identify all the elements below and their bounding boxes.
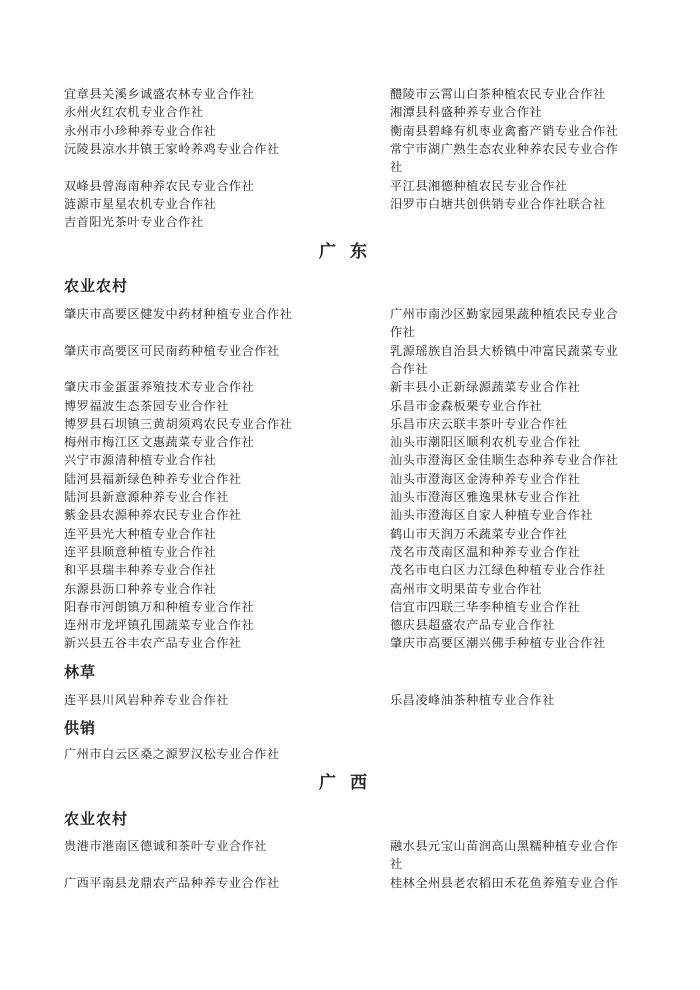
guangdong-agri-coop-left-line: 兴宁市源清种植专业合作社 bbox=[64, 453, 217, 468]
guangdong-agri-coop-right-line: 德庆县超盛农产品专业合作社 bbox=[390, 618, 555, 633]
guangdong-agri-coop-right-line: 肇庆市高要区潮兴佛手种植专业合作社 bbox=[390, 636, 606, 651]
guangxi-agri-coop-right-line: 桂林全州县老农稻田禾花鱼养殖专业合作 bbox=[390, 875, 619, 890]
hunan-coop-left-line: 永州火红农机专业合作社 bbox=[64, 105, 204, 120]
guangdong-agri-coop-right-line: 作社 bbox=[390, 325, 416, 340]
hunan-coop-right-line: 汨罗市白塘共创供销专业合作社联合社 bbox=[390, 196, 606, 211]
guangdong-agri-coop-right-line: 乐昌市金森板栗专业合作社 bbox=[390, 398, 543, 413]
hunan-coop-left-line: 宜章县关溪乡诚盛农林专业合作社 bbox=[64, 87, 255, 101]
hunan-coop-left-line: 双峰县曾海南种养农民专业合作社 bbox=[64, 178, 255, 193]
guangdong-agri-coop-right-line: 汕头市澄海区金涛种养专业合作社 bbox=[390, 471, 581, 486]
guangdong-agri-coop-right-line: 汕头市澄海区自家人种植专业合作社 bbox=[390, 508, 593, 523]
guangdong-agri-coop-left-line: 连平县光大种植专业合作社 bbox=[64, 526, 217, 541]
guangdong-agri-coop-left-line: 肇庆市金蛋蛋养殖技术专业合作社 bbox=[64, 380, 255, 395]
category-heading-supply: 供销 bbox=[64, 719, 97, 737]
guangdong-forestry-left-line: 连平县川风岩种养专业合作社 bbox=[64, 693, 229, 707]
province-heading-guangxi: 广西 bbox=[319, 773, 381, 793]
guangxi-agri-coop-right-line: 社 bbox=[390, 857, 403, 872]
guangdong-agri-coop-left-line: 博罗福波生态茶园专业合作社 bbox=[64, 398, 229, 413]
province-heading-guangdong: 广东 bbox=[319, 242, 381, 262]
guangxi-agri-coop-right-line: 融水县元宝山苗润高山黑糯种植专业合作 bbox=[390, 839, 619, 853]
category-heading-forestry: 林草 bbox=[64, 663, 97, 681]
guangdong-forestry-right-line: 乐昌凌峰油茶种植专业合作社 bbox=[390, 693, 555, 707]
category-heading-agriculture-guangxi: 农业农村 bbox=[64, 810, 129, 828]
hunan-coop-left-line: 吉首阳光茶叶专业合作社 bbox=[64, 215, 204, 230]
guangdong-agri-coop-left-line: 和平县瑞丰种养专业合作社 bbox=[64, 563, 217, 578]
hunan-coop-left-line: 永州市小珍种养专业合作社 bbox=[64, 123, 217, 138]
guangdong-agri-coop-left-line: 东源县沥口种养专业合作社 bbox=[64, 581, 217, 596]
guangdong-agri-coop-right-line: 乐昌市庆云联丰茶叶专业合作社 bbox=[390, 416, 568, 431]
hunan-coop-right-line: 湘潭县科盛种养专业合作社 bbox=[390, 105, 543, 120]
guangdong-agri-coop-left-line: 肇庆市高要区健发中药材种植专业合作社 bbox=[64, 307, 293, 321]
guangdong-agri-coop-right-line: 茂名市茂南区温和种养专业合作社 bbox=[390, 544, 581, 559]
guangdong-supply-left-line: 广州市白云区桑之源罗汉松专业合作社 bbox=[64, 747, 280, 761]
hunan-coop-left-line: 涟源市星星农机专业合作社 bbox=[64, 196, 217, 211]
guangdong-agri-coop-right-line: 高州市文明果苗专业合作社 bbox=[390, 581, 543, 596]
guangdong-agri-coop-left-line: 连州市龙坪镇孔围蔬菜专业合作社 bbox=[64, 618, 255, 633]
guangdong-agri-coop-right-line: 汕头市澄海区雅逸果林专业合作社 bbox=[390, 490, 581, 504]
guangdong-agri-coop-left-line: 陆河县新意源种养专业合作社 bbox=[64, 490, 229, 504]
guangdong-agri-coop-left-line: 紫金县农源种养农民专业合作社 bbox=[64, 508, 242, 523]
guangdong-agri-coop-right-line: 汕头市澄海区金佳顺生态种养专业合作社 bbox=[390, 453, 619, 468]
hunan-coop-right-line: 衡南县碧峰有机枣业禽畜产销专业合作社 bbox=[390, 123, 619, 138]
hunan-coop-right-line: 平江县湘德种植农民专业合作社 bbox=[390, 178, 568, 193]
guangdong-agri-coop-left-line: 肇庆市高要区可民南药种植专业合作社 bbox=[64, 343, 280, 358]
guangdong-agri-coop-right-line: 汕头市潮阳区顺利农机专业合作社 bbox=[390, 435, 581, 450]
category-heading-agriculture: 农业农村 bbox=[64, 277, 129, 295]
hunan-coop-left-line: 沅陵县凉水井镇王家岭养鸡专业合作社 bbox=[64, 141, 280, 156]
guangdong-agri-coop-left-line: 阳春市河朗镇万和种植专业合作社 bbox=[64, 599, 255, 614]
guangdong-agri-coop-right-line: 合作社 bbox=[390, 361, 429, 376]
guangdong-agri-coop-right-line: 信宜市四联三华李种植专业合作社 bbox=[390, 599, 581, 614]
guangxi-agri-coop-left-line: 贵港市港南区德诚和茶叶专业合作社 bbox=[64, 839, 267, 853]
guangdong-agri-coop-right-line: 茂名市电白区力江绿色种植专业合作社 bbox=[390, 563, 606, 578]
hunan-coop-right-line: 醴陵市云霄山白茶种植农民专业合作社 bbox=[390, 87, 606, 101]
guangdong-agri-coop-right-line: 乳源瑶族自治县大桥镇中冲富民蔬菜专业 bbox=[390, 343, 619, 358]
hunan-coop-right-line: 常宁市湖广熟生态农业种养农民专业合作 bbox=[390, 141, 619, 156]
guangdong-agri-coop-left-line: 梅州市梅江区文惠蔬菜专业合作社 bbox=[64, 435, 255, 450]
hunan-coop-right-line: 社 bbox=[390, 160, 403, 175]
guangdong-agri-coop-right-line: 广州市南沙区勤家园果蔬种植农民专业合 bbox=[390, 307, 619, 321]
guangdong-agri-coop-left-line: 陆河县福新绿色种养专业合作社 bbox=[64, 471, 242, 486]
guangxi-agri-coop-left-line: 广西平南县龙鼎农产品种养专业合作社 bbox=[64, 875, 280, 890]
guangdong-agri-coop-left-line: 博罗县石坝镇三黄胡须鸡农民专业合作社 bbox=[64, 416, 293, 431]
guangdong-agri-coop-right-line: 新丰县小正新绿源蔬菜专业合作社 bbox=[390, 380, 581, 395]
guangdong-agri-coop-right-line: 鹤山市天润万禾蔬菜专业合作社 bbox=[390, 526, 568, 541]
guangdong-agri-coop-left-line: 新兴县五谷丰农产品专业合作社 bbox=[64, 636, 242, 651]
guangdong-agri-coop-left-line: 连平县顺意种植专业合作社 bbox=[64, 544, 217, 559]
